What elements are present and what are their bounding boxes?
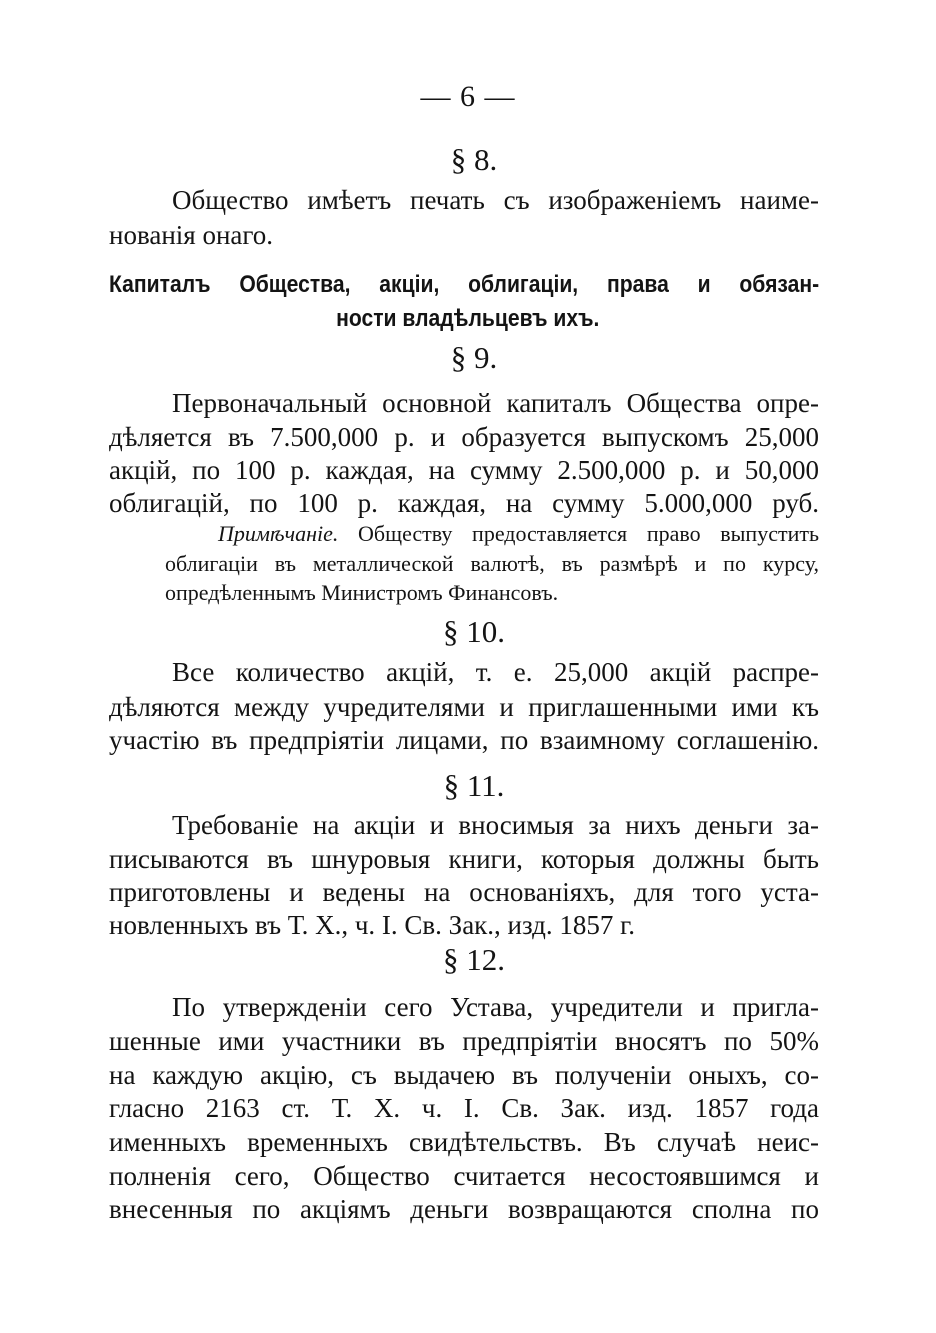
section-11-line-3: приготовлены и ведены на основаніяхъ, для того уста- (109, 877, 819, 907)
section-12-line-6: полненія сего, Общество считается несостоявшимся и (109, 1161, 819, 1191)
section-12-line-4: гласно 2163 ст. Т. X. ч. I. Св. Зак. изд. 1857 года (109, 1093, 819, 1123)
section-9-title: § 9. (450, 340, 498, 375)
section-12-line-5: именныхъ временныхъ свидѣтельствъ. Въ случаѣ неис- (109, 1127, 819, 1157)
section-11-line-2: писываются въ шнуровыя книги, которыя должны быть (109, 844, 819, 874)
section-9-note-line-1 (218, 520, 819, 548)
section-9-line-2: дѣляется въ 7.500,000 р. и образуется выпускомъ 25,000 (109, 422, 819, 452)
section-11-title: § 11. (443, 768, 505, 803)
note-label: Примѣчаніе. (218, 521, 339, 546)
section-9-line-4: облигацій, по 100 р. каждая, на сумму 5.000,000 руб. (109, 488, 819, 518)
section-10-title: § 10. (443, 614, 505, 649)
section-8-line-1: Общество имѣетъ печать съ изображеніемъ наиме- (172, 185, 819, 215)
section-8-line-2: нованія онаго. (109, 220, 274, 250)
section-12-line-1: По утвержденіи сего Устава, учредители и пригла- (172, 992, 819, 1022)
section-10-line-3: участію въ предпріятіи лицами, по взаимному соглашенію. (109, 725, 819, 755)
section-11-line-4: новленныхъ въ Т. X., ч. I. Св. Зак., изд. 1857 г. (109, 910, 635, 940)
section-10-line-1: Все количество акцій, т. е. 25,000 акцій распре- (172, 657, 819, 687)
section-11-line-1: Требованіе на акціи и вносимыя за нихъ деньги за- (172, 810, 819, 840)
section-12-title: § 12. (443, 942, 505, 977)
section-12-line-2: шенные ими участники въ предпріятіи вносятъ по 50% (109, 1026, 819, 1056)
section-9-line-3: акцій, по 100 р. каждая, на сумму 2.500,000 р. и 50,000 (109, 455, 819, 485)
section-9-note-line-2: облигаціи въ металлической валютѣ, въ размѣрѣ и по курсу, (165, 551, 819, 576)
section-12-line-7: внесенныя по акціямъ деньги возвращаются сполна по (109, 1194, 819, 1224)
chapter-heading-line-1: Капиталъ Общества, акціи, облигаціи, права и обязан- (109, 271, 820, 298)
section-9-line-1: Первоначальный основной капиталъ Общества опре- (172, 388, 819, 418)
section-12-line-3: на каждую акцію, съ выдачею въ полученіи оныхъ, со- (109, 1060, 819, 1090)
chapter-heading-line-2: ности владѣльцевъ ихъ. (336, 305, 600, 332)
section-9-note-line-3: опредѣленнымъ Министромъ Финансовъ. (165, 580, 559, 605)
note-first-line-text: Обществу предоставляется право выпустить (358, 521, 819, 546)
section-8-title: § 8. (450, 142, 498, 177)
page-number: — 6 — (420, 80, 516, 113)
section-10-line-2: дѣляются между учредителями и приглашенными ими къ (109, 692, 819, 722)
